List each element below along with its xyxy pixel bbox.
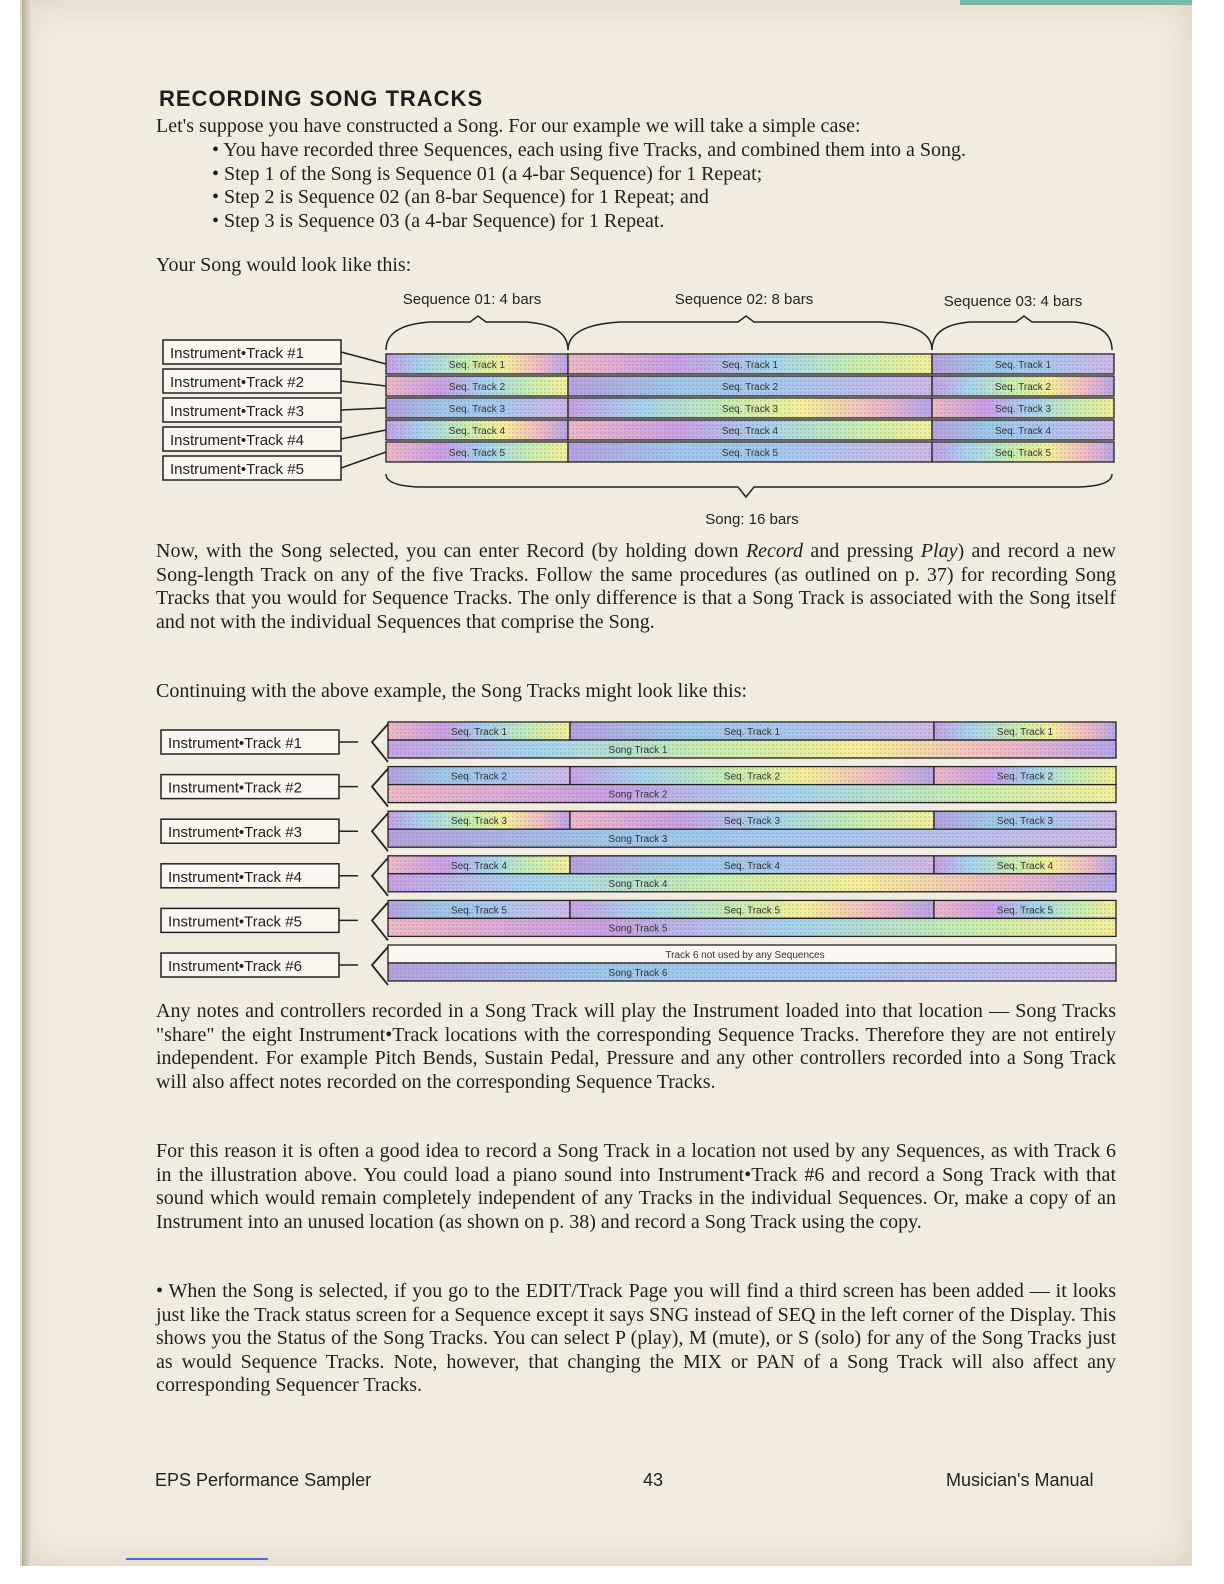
seq-track-label: Seq. Track 2 [721, 382, 779, 393]
seq-track-label: Seq. Track 1 [996, 727, 1054, 738]
seq-track-label: Seq. Track 5 [994, 448, 1052, 459]
seq-track-label: Seq. Track 1 [448, 360, 506, 371]
instrument-track-label: Instrument•Track #5 [168, 913, 302, 931]
song-track-label: Song Track 4 [608, 878, 668, 890]
seq-track-label: Seq. Track 2 [994, 382, 1052, 393]
intro-paragraph: Let's suppose you have constructed a Song. For our example we will take a simple case: [156, 115, 861, 137]
seq-track-label: Seq. Track 3 [723, 816, 781, 828]
instrument-track-label: Instrument•Track #2 [170, 374, 304, 391]
instrument-track-label: Instrument•Track #1 [170, 345, 304, 362]
reason-paragraph: For this reason it is often a good idea to record a Song Track in a location not used by any Sequences, as with Track 6 in the illustration above. You could load a piano sound into Instrument•Track #6 and record a Song Track with that sound which would remain completely independent of any Tracks in the individual Sequences. Or, make a copy of an Instrument into an unused location (as shown on p. 38) and record a Song Track using the copy. [156, 1140, 1116, 1233]
seq-track-label: Seq. Track 5 [450, 905, 508, 917]
song-track-label: Song Track 2 [608, 789, 668, 801]
segment-texture [388, 829, 1116, 847]
segment-texture [388, 918, 1116, 936]
seq-track-label: Seq. Track 4 [721, 426, 779, 437]
bullet-item: • Step 1 of the Song is Sequence 01 (a 4-bar Sequence) for 1 Repeat; [212, 162, 763, 185]
bullet-item: • You have recorded three Sequences, each using five Tracks, and combined them into a Song. [212, 139, 967, 161]
instrument-track-label: Instrument•Track #3 [168, 824, 302, 842]
seq-track-label: Seq. Track 4 [448, 426, 506, 437]
song-track-label: Song Track 1 [608, 745, 668, 756]
seq-track-label: Seq. Track 5 [448, 448, 506, 459]
instrument-track-label: Instrument•Track #4 [168, 868, 302, 886]
instrument-track-label: Instrument•Track #3 [170, 403, 304, 420]
record-paragraph: Now, with the Song selected, you can enter Record (by holding down Record and pressing Play) and record a new Song-length Track on any of the five Tracks. Follow the same procedures (as outlined on p. 37) for recording Song Tracks that you would for Sequence Tracks. The only difference is that a Song Track is associated with the Song itself and not with the individual Sequences that comprise the Song. [156, 540, 1116, 633]
seq-track-label: Seq. Track 3 [721, 404, 779, 415]
bullet-item: • Step 2 is Sequence 02 (an 8-bar Sequence) for 1 Repeat; and [212, 186, 709, 208]
seq-track-label: Seq. Track 1 [721, 360, 779, 371]
instrument-track-label: Instrument•Track #1 [168, 735, 302, 752]
seq-track-label: Seq. Track 1 [994, 360, 1052, 371]
sequence-label: Sequence 02: 8 bars [674, 291, 814, 308]
seq-track-label: Seq. Track 2 [723, 771, 781, 783]
instrument-track-label: Instrument•Track #4 [170, 432, 304, 449]
footer-manual: Musician's Manual [946, 1470, 1094, 1490]
seq-track-label: Seq. Track 3 [450, 816, 508, 828]
seq-track-label: Seq. Track 5 [996, 905, 1054, 917]
continuing-caption: Continuing with the above example, the Song Tracks might look like this: [156, 680, 748, 702]
song-length-label: Song: 16 bars [705, 511, 799, 528]
song-look-caption: Your Song would look like this: [156, 254, 412, 276]
seq-track-label: Seq. Track 4 [996, 860, 1054, 872]
seq-track-label: Seq. Track 2 [450, 771, 508, 783]
share-paragraph: Any notes and controllers recorded in a Song Track will play the Instrument loaded into that location — Song Tracks "share" the eight Instrument•Track locations with the corresponding Sequence Tracks. Therefore they are not entirely independent. For example Pitch Bends, Sustain Pedal, Pressure and any other controllers recorded into a Song Track will also affect notes recorded on the corresponding Sequence Tracks. [156, 1000, 1116, 1093]
seq-track-label: Seq. Track 5 [721, 448, 779, 459]
segment-texture [388, 740, 1116, 758]
split-bracket [372, 858, 388, 896]
split-bracket [372, 947, 388, 985]
bullet-item: • Step 3 is Sequence 03 (a 4-bar Sequence) for 1 Repeat. [212, 209, 665, 232]
instrument-track-label: Instrument•Track #2 [168, 779, 302, 797]
song-track-label: Song Track 6 [608, 968, 668, 979]
seq-track-label: Seq. Track 1 [723, 727, 781, 738]
seq-track-label: Seq. Track 3 [448, 404, 506, 415]
record-button-name: Record [745, 540, 803, 562]
seq-track-label: Seq. Track 4 [723, 860, 781, 872]
song-track-label: Song Track 5 [608, 923, 668, 935]
instrument-track-label: Instrument•Track #6 [168, 958, 302, 975]
split-bracket [372, 724, 388, 762]
unused-track-note: Track 6 not used by any Sequences [665, 950, 825, 961]
edit-page-paragraph: • When the Song is selected, if you go to the EDIT/Track Page you will find a third screen has been added — it looks just like the Track status screen for a Sequence except it says SNG instead of SEQ in the left corner of the Display. This shows you the Status of the Song Tracks. You can select P (play), M (mute), or S (solo) for any of the Song Tracks just as would Sequence Tracks. Note, however, that changing the MIX or PAN of a Song Track will also affect any corresponding Sequencer Tracks. [156, 1280, 1116, 1396]
seq-track-label: Seq. Track 4 [450, 860, 508, 872]
seq-track-label: Seq. Track 5 [723, 905, 781, 917]
segment-texture [388, 874, 1116, 892]
split-bracket [372, 769, 388, 807]
sequence-label: Sequence 03: 4 bars [943, 293, 1083, 310]
split-bracket [372, 813, 388, 851]
seq-track-label: Seq. Track 2 [448, 382, 506, 393]
seq-track-label: Seq. Track 2 [996, 771, 1054, 783]
segment-texture [388, 963, 1116, 981]
bottom-link-underline [126, 1558, 268, 1560]
instrument-track-label: Instrument•Track #5 [170, 461, 304, 478]
page-number: 43 [643, 1470, 664, 1490]
seq-track-label: Seq. Track 3 [994, 404, 1052, 415]
segment-texture [388, 785, 1116, 803]
seq-track-label: Seq. Track 1 [450, 727, 508, 738]
seq-track-label: Seq. Track 4 [994, 426, 1052, 437]
seq-track-label: Seq. Track 3 [996, 816, 1054, 828]
footer-title: EPS Performance Sampler [155, 1470, 372, 1490]
split-bracket [372, 902, 388, 940]
play-button-name: Play [920, 540, 958, 562]
section-heading: RECORDING SONG TRACKS [159, 86, 484, 111]
sequence-label: Sequence 01: 4 bars [402, 291, 542, 308]
song-track-label: Song Track 3 [608, 834, 668, 846]
